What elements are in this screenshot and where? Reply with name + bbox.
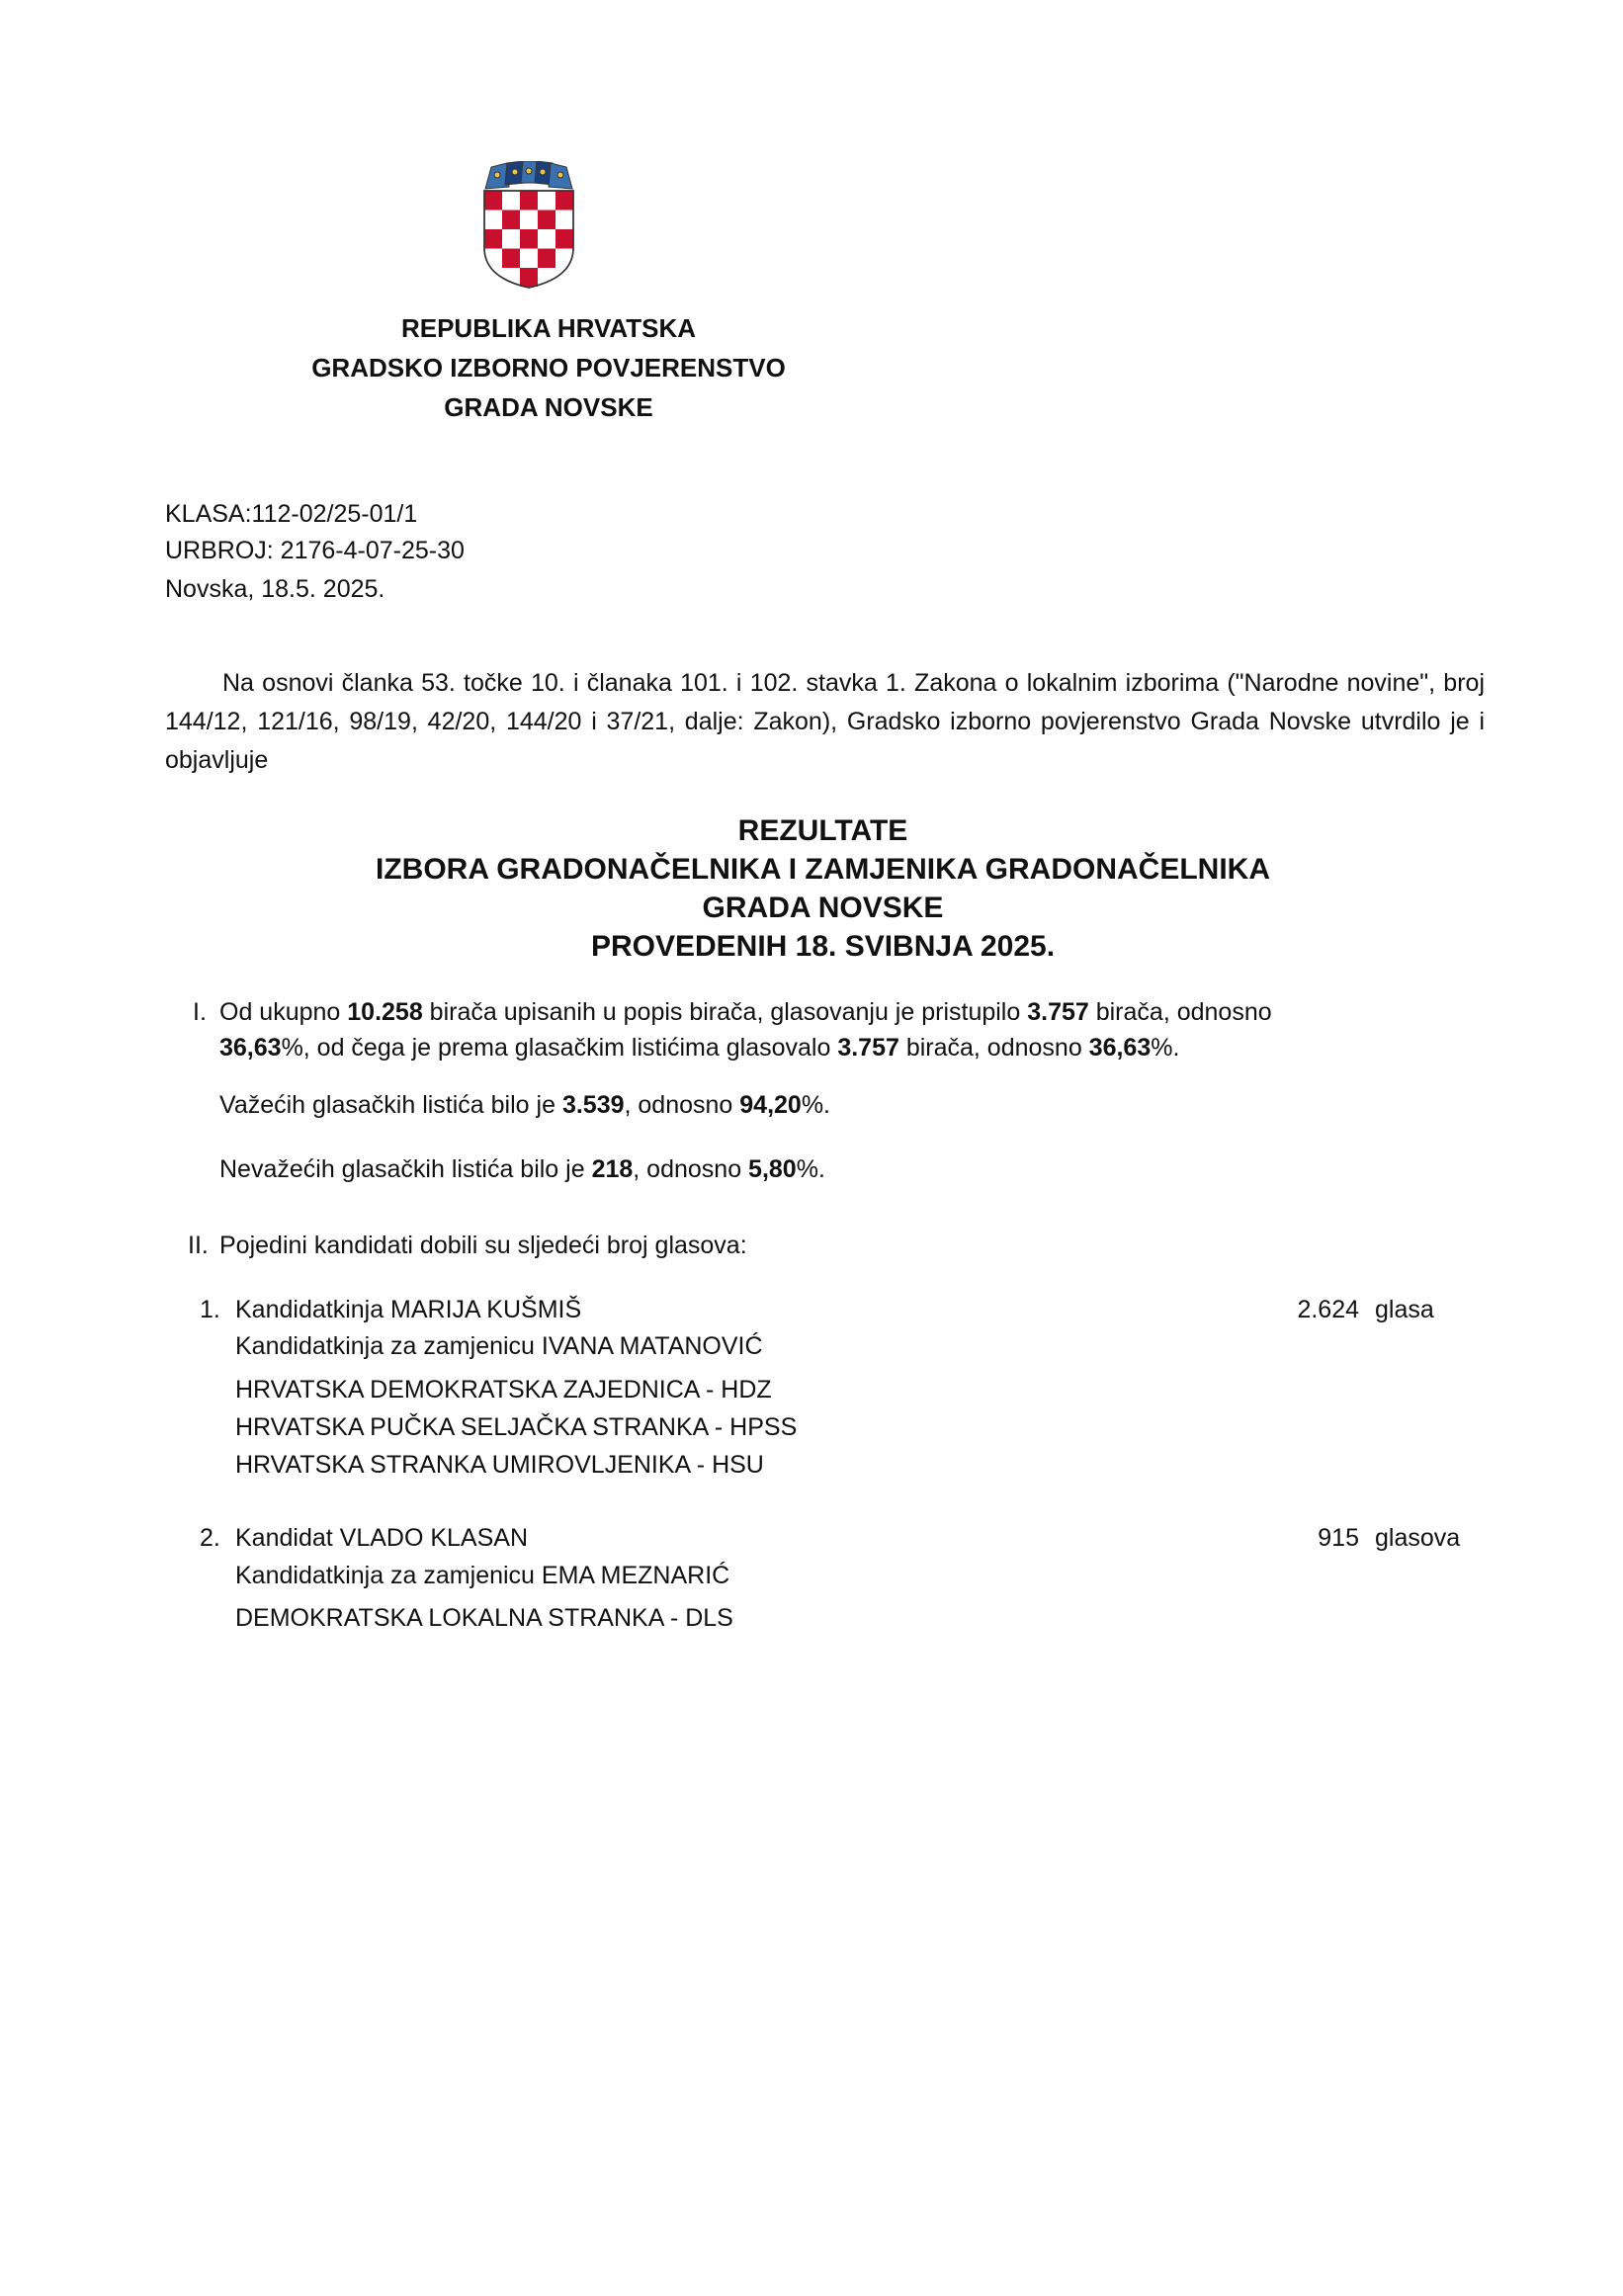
valid-ballots-line: Važećih glasačkih listića bilo je 3.539, odnosno 94,20%. xyxy=(219,1091,831,1119)
candidate-1-votes-unit: glasa xyxy=(1375,1296,1434,1323)
klasa: KLASA:112-02/25-01/1 xyxy=(165,500,418,528)
candidate-1-party: HRVATSKA STRANKA UMIROVLJENIKA - HSU xyxy=(235,1451,764,1479)
candidate-1-deputy: Kandidatkinja za zamjenicu IVANA MATANOVIĆ xyxy=(235,1332,763,1360)
coat-of-arms-icon xyxy=(479,161,578,290)
invalid-ballots: 218 xyxy=(591,1155,634,1183)
header-republic: REPUBLIKA HRVATSKA xyxy=(400,313,697,343)
invalid-ballots-line: Nevažećih glasačkih listića bilo je 218, odnosno 5,80%. xyxy=(219,1155,825,1183)
section-2-heading: Pojedini kandidati dobili su sljedeći broj glasova: xyxy=(219,1232,747,1259)
candidate-1-party: HRVATSKA DEMOKRATSKA ZAJEDNICA - HDZ xyxy=(235,1376,772,1403)
candidate-2-name: Kandidat VLADO KLASAN xyxy=(235,1524,528,1552)
urbroj: URBROJ: 2176-4-07-25-30 xyxy=(165,537,465,564)
total-voters: 10.258 xyxy=(347,998,423,1026)
title-line-2: IZBORA GRADONAČELNIKA I ZAMJENIKA GRADONAČELNIKA xyxy=(376,853,1270,886)
place-date: Novska, 18.5. 2025. xyxy=(165,575,385,603)
section-2-marker: II. xyxy=(188,1232,209,1259)
valid-pct: 94,20 xyxy=(739,1091,802,1119)
candidate-2-deputy: Kandidatkinja za zamjenicu EMA MEZNARIĆ xyxy=(235,1562,730,1589)
title-line-1: REZULTATE xyxy=(737,814,908,847)
candidate-2-votes: 915 xyxy=(1318,1524,1359,1552)
candidate-1-party: HRVATSKA PUČKA SELJAČKA STRANKA - HPSS xyxy=(235,1413,798,1441)
title-line-4: PROVEDENIH 18. SVIBNJA 2025. xyxy=(590,930,1056,963)
header-commission: GRADSKO IZBORNO POVJERENSTVO xyxy=(311,353,786,383)
intro-paragraph: Na osnovi članka 53. točke 10. i članaka 101. i 102. stavka 1. Zakona o lokalnim izborima ("Narodne novine", broj 144/12, 121/16, 98/19, 42/20, 144/20 i 37/21, dalje: Zakon), Gradsko izborno povjerenstvo Grada Novske utvrdilo je i objavljuje xyxy=(165,669,1485,774)
candidate-1-votes: 2.624 xyxy=(1297,1296,1359,1323)
invalid-pct: 5,80 xyxy=(748,1155,797,1183)
header-city: GRADA NOVSKE xyxy=(444,392,653,422)
candidate-2-votes-unit: glasova xyxy=(1375,1524,1461,1552)
voted: 3.757 xyxy=(837,1034,899,1062)
candidate-1-number: 1. xyxy=(200,1296,220,1323)
candidate-2-number: 2. xyxy=(200,1524,220,1552)
section-1-marker: I. xyxy=(193,998,207,1026)
turnout-pct: 36,63 xyxy=(219,1034,282,1062)
candidate-1-name: Kandidatkinja MARIJA KUŠMIŠ xyxy=(235,1296,582,1323)
candidate-2-party: DEMOKRATSKA LOKALNA STRANKA - DLS xyxy=(235,1604,733,1632)
turnout: 3.757 xyxy=(1027,998,1089,1026)
voted-pct: 36,63 xyxy=(1088,1034,1152,1062)
title-line-3: GRADA NOVSKE xyxy=(702,892,944,924)
valid-ballots: 3.539 xyxy=(561,1091,625,1119)
section-1-line-2: 36,63%, od čega je prema glasačkim listićima glasovalo 3.757 birača, odnosno 36,63%. xyxy=(219,1034,1180,1062)
section-1-line-1: Od ukupno 10.258 birača upisanih u popis birača, glasovanju je pristupilo 3.757 birača, odnosno xyxy=(219,998,1272,1026)
